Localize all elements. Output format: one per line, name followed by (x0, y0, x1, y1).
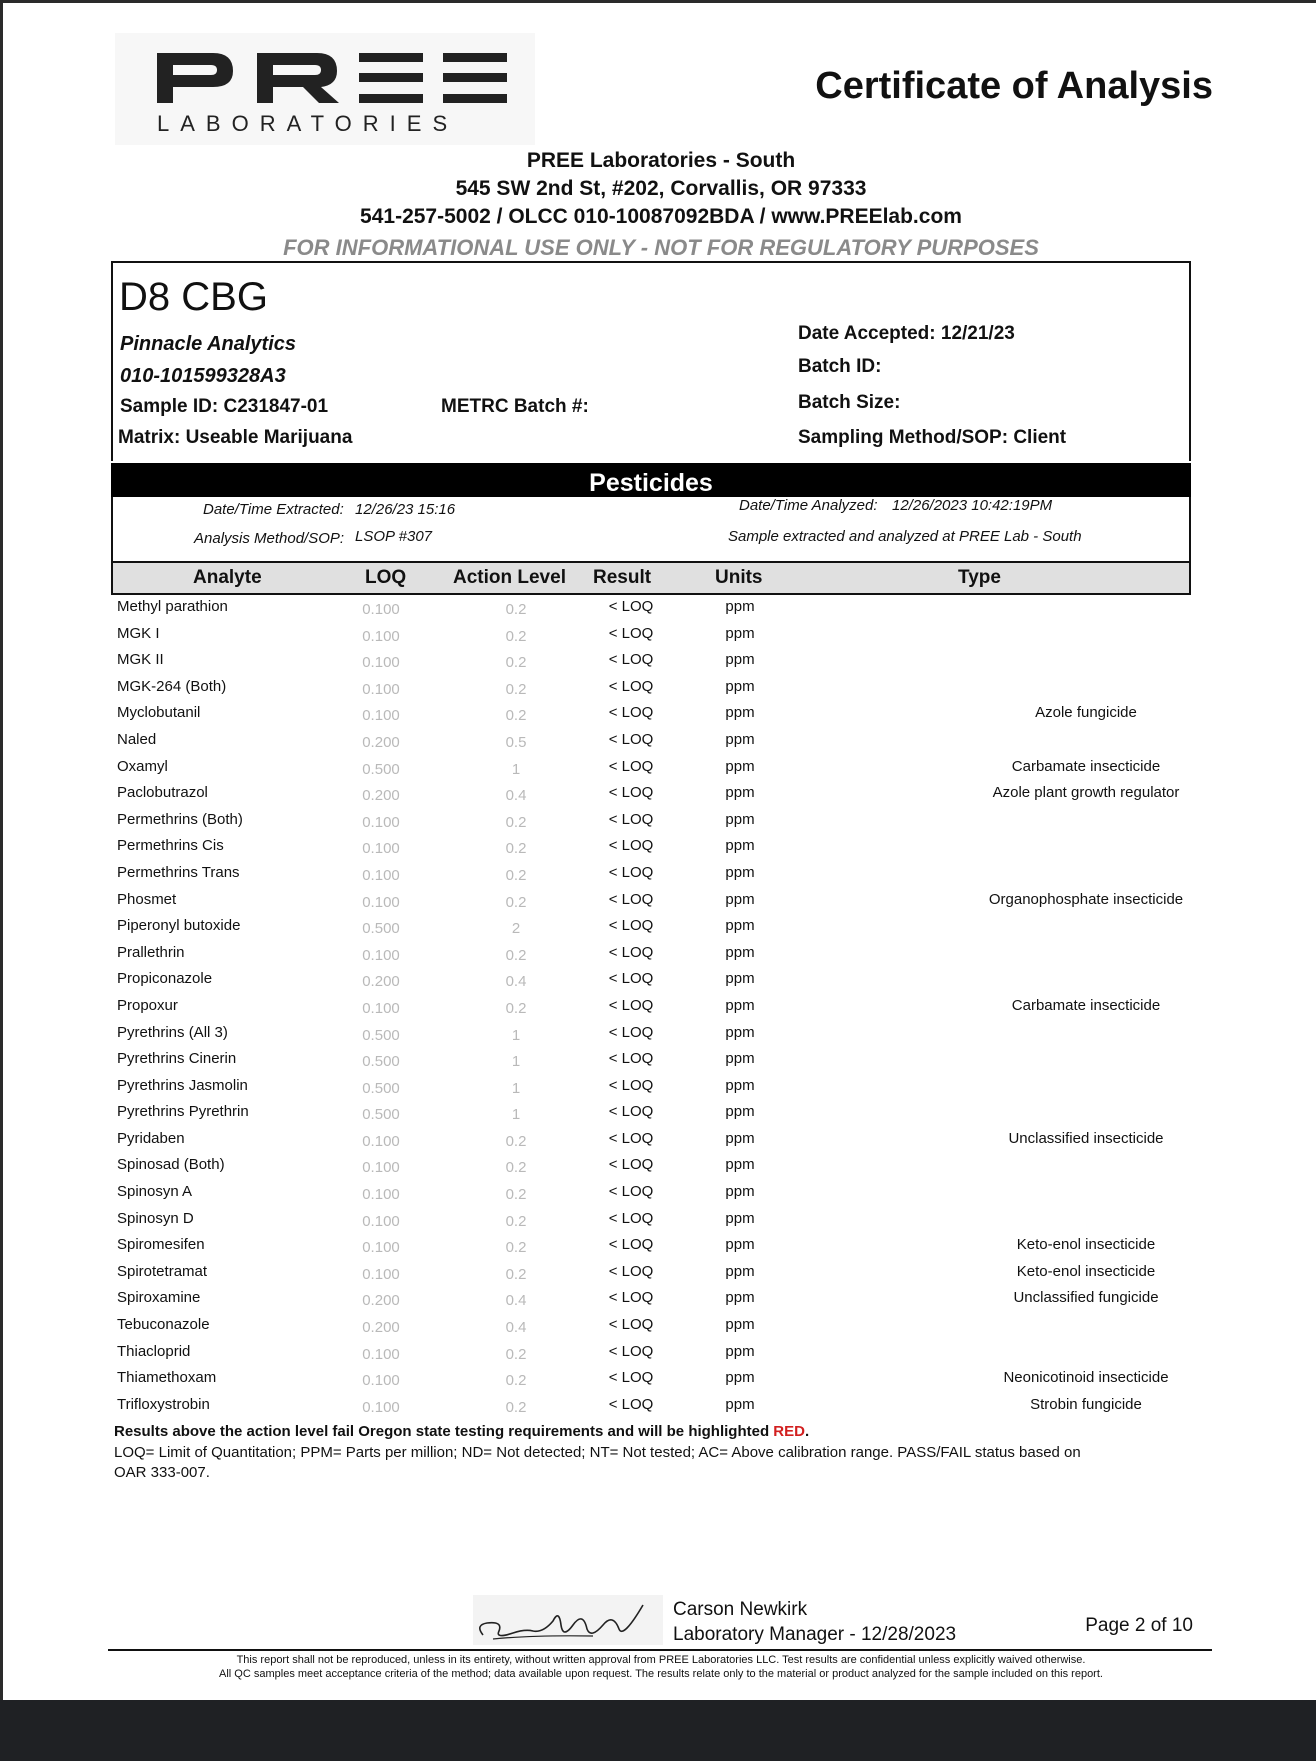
action-level-cell: 1 (511, 1079, 521, 1097)
table-row (111, 808, 1191, 835)
units-cell: ppm (725, 863, 755, 881)
analyte-cell: Piperonyl butoxide (117, 917, 241, 935)
action-level-cell: 0.4 (505, 1319, 527, 1337)
loq-cell: 0.100 (362, 1398, 400, 1416)
action-level-cell: 0.2 (505, 1345, 527, 1363)
result-cell: < LOQ (608, 1342, 654, 1360)
table-row (111, 888, 1191, 915)
action-level-cell: 2 (511, 920, 521, 938)
logo-subtitle: LABORATORIES (157, 111, 459, 136)
col-loq: LOQ (365, 567, 407, 588)
signature-icon (473, 1595, 663, 1645)
result-cell: < LOQ (608, 890, 654, 908)
table-row (111, 701, 1191, 728)
metrc-batch: METRC Batch #: (441, 396, 589, 417)
table-row (111, 622, 1191, 649)
loq-cell: 0.100 (362, 1372, 400, 1390)
col-units: Units (715, 567, 763, 588)
units-cell: ppm (725, 1236, 755, 1254)
analyzed-label: Date/Time Analyzed: (739, 497, 878, 514)
method-label: Analysis Method/SOP: (194, 530, 345, 547)
disclaimer-2: All QC samples meet acceptance criteria of the method; data available upon request. The results relate only to the material or product analyzed for the sample included on this report. (219, 1668, 1103, 1680)
units-cell: ppm (725, 1050, 755, 1068)
result-cell: < LOQ (608, 837, 654, 855)
analyte-cell: Naled (117, 730, 157, 748)
result-cell: < LOQ (608, 1103, 654, 1121)
action-level-cell: 0.2 (505, 1398, 527, 1416)
analyte-cell: MGK I (117, 624, 160, 642)
units-cell: ppm (725, 624, 755, 642)
analyte-cell: Permethrins Cis (117, 837, 224, 855)
units-cell: ppm (725, 1289, 755, 1307)
loq-cell: 0.100 (362, 999, 400, 1017)
result-cell: < LOQ (608, 1183, 654, 1201)
result-cell: < LOQ (608, 651, 654, 669)
table-row (111, 755, 1191, 782)
loq-cell: 0.100 (362, 601, 400, 618)
analyte-cell: Propoxur (117, 996, 178, 1014)
analyte-cell: Pyrethrins (All 3) (117, 1023, 228, 1041)
units-cell: ppm (725, 1395, 755, 1413)
action-level-cell: 0.2 (505, 1239, 527, 1257)
result-cell: < LOQ (608, 1209, 654, 1227)
action-level-cell: 0.2 (505, 707, 527, 725)
analyte-cell: Propiconazole (117, 970, 213, 988)
analyte-cell: Permethrins (Both) (117, 810, 243, 828)
units-cell: ppm (725, 1129, 755, 1147)
result-cell: < LOQ (608, 970, 654, 988)
analyte-cell: Spinosad (Both) (117, 1156, 225, 1174)
analyte-cell: Oxamyl (117, 757, 168, 775)
loq-cell: 0.500 (362, 920, 400, 938)
result-cell: < LOQ (608, 810, 654, 828)
fail-note-text: Results above the action level fail Oregon state testing requirements and will be highlighted (114, 1423, 774, 1440)
units-cell: ppm (725, 1342, 755, 1360)
action-level-cell: 0.2 (505, 1159, 527, 1177)
col-type: Type (958, 567, 1001, 588)
action-level-cell: 0.2 (505, 893, 527, 911)
result-cell: < LOQ (608, 863, 654, 881)
table-row (111, 1207, 1191, 1234)
action-level-cell: 0.2 (505, 999, 527, 1017)
units-cell: ppm (725, 730, 755, 748)
units-cell: ppm (725, 784, 755, 802)
units-cell: ppm (725, 1076, 755, 1094)
lab-name: PREE Laboratories - South (526, 149, 796, 172)
table-row (111, 781, 1191, 808)
units-cell: ppm (725, 1156, 755, 1174)
loq-cell: 0.100 (362, 1239, 400, 1257)
table-row (111, 1100, 1191, 1127)
action-level-cell: 1 (511, 1053, 521, 1071)
fail-note (114, 1423, 809, 1440)
loq-cell: 0.100 (362, 946, 400, 964)
type-cell: Unclassified insecticide (1008, 1129, 1164, 1147)
units-cell: ppm (725, 1209, 755, 1227)
method-value: LSOP #307 (355, 528, 432, 545)
action-level-cell: 0.5 (505, 733, 527, 751)
units-cell: ppm (725, 943, 755, 961)
analyte-cell: Trifloxystrobin (117, 1395, 210, 1413)
action-level-cell: 0.2 (505, 1212, 527, 1230)
units-cell: ppm (725, 917, 755, 935)
result-cell: < LOQ (608, 1316, 654, 1334)
usage-notice: FOR INFORMATIONAL USE ONLY - NOT FOR REGULATORY PURPOSES (283, 235, 1039, 260)
action-level-cell: 0.2 (505, 680, 527, 698)
analyte-cell: Spiromesifen (117, 1236, 205, 1254)
loq-cell: 0.500 (362, 1106, 400, 1124)
table-row (111, 1047, 1191, 1074)
result-cell: < LOQ (608, 1289, 654, 1307)
analysis-location: Sample extracted and analyzed at PREE Lab - South (728, 528, 1082, 545)
loq-cell: 0.100 (362, 866, 400, 884)
analyte-cell: Methyl parathion (117, 598, 228, 615)
units-cell: ppm (725, 1369, 755, 1387)
loq-cell: 0.100 (362, 1132, 400, 1150)
disclaimer-1: This report shall not be reproduced, unless in its entirety, without written approval from PREE Laboratories LLC. Test results are confidential unless explicitly waived otherwise. (236, 1654, 1086, 1666)
table-row (111, 967, 1191, 994)
client-license: 010-101599328A3 (120, 365, 286, 387)
loq-cell: 0.100 (362, 680, 400, 698)
analyte-cell: Permethrins Trans (117, 863, 240, 881)
document-title: Certificate of Analysis (815, 65, 1213, 107)
table-row (111, 1366, 1191, 1393)
loq-cell: 0.100 (362, 1159, 400, 1177)
loq-cell: 0.500 (362, 1053, 400, 1071)
type-cell: Keto-enol insecticide (1016, 1262, 1156, 1280)
section-title: Pesticides (111, 463, 1191, 497)
action-level-cell: 1 (511, 1106, 521, 1124)
analyte-cell: Thiacloprid (117, 1342, 191, 1360)
result-cell: < LOQ (608, 1129, 654, 1147)
loq-cell: 0.100 (362, 893, 400, 911)
units-cell: ppm (725, 810, 755, 828)
units-cell: ppm (725, 970, 755, 988)
analyte-cell: Spiroxamine (117, 1289, 201, 1307)
analyte-cell: Phosmet (117, 890, 177, 908)
footer-divider (108, 1649, 1212, 1651)
analyte-cell: Pyridaben (117, 1129, 185, 1147)
analyte-cell: Spirotetramat (117, 1262, 208, 1280)
action-level-cell: 0.4 (505, 973, 527, 991)
loq-cell: 0.100 (362, 1345, 400, 1363)
analyte-cell: Thiamethoxam (117, 1369, 217, 1387)
result-cell: < LOQ (608, 1262, 654, 1280)
action-level-cell: 0.2 (505, 1186, 527, 1204)
action-level-cell: 0.2 (505, 946, 527, 964)
loq-cell: 0.100 (362, 840, 400, 858)
result-cell: < LOQ (608, 757, 654, 775)
action-level-cell: 0.2 (505, 654, 527, 672)
col-result: Result (593, 567, 652, 588)
loq-cell: 0.100 (362, 813, 400, 831)
action-level-cell: 0.2 (505, 1265, 527, 1283)
result-cell: < LOQ (608, 1395, 654, 1413)
date-accepted: Date Accepted: 12/21/23 (798, 323, 1015, 344)
units-cell: ppm (725, 1103, 755, 1121)
units-cell: ppm (725, 837, 755, 855)
legend-note: LOQ= Limit of Quantitation; PPM= Parts per million; ND= Not detected; NT= Not tested; AC= Above calibration range. PASS/FAIL status based on OAR 333-007. (114, 1444, 1081, 1481)
units-cell: ppm (725, 1316, 755, 1334)
table-row (111, 675, 1191, 702)
table-row (111, 1021, 1191, 1048)
analyte-cell: Tebuconazole (117, 1316, 210, 1334)
result-cell: < LOQ (608, 917, 654, 935)
type-cell: Neonicotinoid insecticide (1003, 1369, 1169, 1387)
action-level-cell: 0.2 (505, 866, 527, 884)
type-cell: Carbamate insecticide (1011, 757, 1161, 775)
table-row (111, 834, 1191, 861)
action-level-cell: 1 (511, 1026, 521, 1044)
table-header (111, 561, 1191, 595)
units-cell: ppm (725, 996, 755, 1014)
table-row (111, 1260, 1191, 1287)
units-cell: ppm (725, 890, 755, 908)
viewer-bottom-bar (0, 1700, 1316, 1761)
analyte-cell: MGK-264 (Both) (117, 677, 227, 695)
analyte-cell: Pyrethrins Cinerin (117, 1050, 237, 1068)
type-cell: Strobin fungicide (1030, 1395, 1142, 1413)
client-name: Pinnacle Analytics (120, 333, 296, 355)
units-cell: ppm (725, 598, 755, 615)
action-level-cell: 1 (511, 760, 521, 778)
table-row (111, 648, 1191, 675)
units-cell: ppm (725, 757, 755, 775)
extracted-value: 12/26/23 15:16 (355, 501, 456, 518)
table-row (111, 1286, 1191, 1313)
type-cell: Azole plant growth regulator (992, 784, 1180, 802)
table-row (111, 914, 1191, 941)
pree-logo-icon (153, 47, 523, 107)
lab-contact: 541-257-5002 / OLCC 010-10087092BDA / www.PREElab.com (360, 205, 962, 228)
units-cell: ppm (725, 704, 755, 722)
analyte-cell: Spinosyn A (117, 1183, 193, 1201)
result-cell: < LOQ (608, 704, 654, 722)
signer-block (673, 1597, 956, 1647)
red-word: RED (773, 1423, 805, 1440)
analyte-cell: Pyrethrins Pyrethrin (117, 1103, 249, 1121)
analyte-cell: Prallethrin (117, 943, 185, 961)
table-row (111, 1233, 1191, 1260)
units-cell: ppm (725, 1183, 755, 1201)
type-cell: Azole fungicide (1035, 704, 1137, 722)
units-cell: ppm (725, 1023, 755, 1041)
analyte-cell: Pyrethrins Jasmolin (117, 1076, 248, 1094)
result-cell: < LOQ (608, 730, 654, 748)
fail-note-end: . (804, 1423, 810, 1440)
table-row (111, 1153, 1191, 1180)
signer-name: Carson Newkirk (673, 1599, 808, 1620)
table-row (111, 1340, 1191, 1367)
table-row (111, 994, 1191, 1021)
matrix: Matrix: Useable Marijuana (118, 427, 353, 448)
units-cell: ppm (725, 1262, 755, 1280)
loq-cell: 0.100 (362, 627, 400, 645)
action-level-cell: 0.2 (505, 1372, 527, 1390)
analyte-cell: Paclobutrazol (117, 784, 208, 802)
signer-title: Laboratory Manager - 12/28/2023 (673, 1624, 957, 1645)
result-cell: < LOQ (608, 784, 654, 802)
loq-cell: 0.100 (362, 654, 400, 672)
loq-cell: 0.200 (362, 1319, 400, 1337)
table-row (111, 1313, 1191, 1340)
analyte-cell: Spinosyn D (117, 1209, 194, 1227)
action-level-cell: 0.2 (505, 601, 527, 618)
analyte-cell: Myclobutanil (117, 704, 201, 722)
loq-cell: 0.500 (362, 1079, 400, 1097)
table-row (111, 861, 1191, 888)
result-cell: < LOQ (608, 624, 654, 642)
units-cell: ppm (725, 677, 755, 695)
extracted-label: Date/Time Extracted: (203, 501, 344, 518)
product-name: D8 CBG (119, 275, 268, 319)
sample-id: Sample ID: C231847-01 (120, 396, 329, 417)
loq-cell: 0.200 (362, 733, 400, 751)
analyzed-value: 12/26/2023 10:42:19PM (892, 497, 1053, 514)
result-cell: < LOQ (608, 1023, 654, 1041)
table-row (111, 1074, 1191, 1101)
action-level-cell: 0.2 (505, 1132, 527, 1150)
table-row (111, 595, 1191, 622)
batch-id: Batch ID: (798, 356, 882, 377)
loq-cell: 0.100 (362, 1265, 400, 1283)
loq-cell: 0.500 (362, 1026, 400, 1044)
action-level-cell: 0.2 (505, 813, 527, 831)
page-number: Page 2 of 10 (1085, 1615, 1193, 1636)
col-analyte: Analyte (193, 567, 262, 588)
result-cell: < LOQ (608, 943, 654, 961)
type-cell: Organophosphate insecticide (988, 890, 1184, 908)
loq-cell: 0.500 (362, 760, 400, 778)
loq-cell: 0.200 (362, 787, 400, 805)
loq-cell: 0.100 (362, 707, 400, 725)
action-level-cell: 0.4 (505, 1292, 527, 1310)
signature-image (473, 1595, 663, 1645)
result-cell: < LOQ (608, 598, 654, 615)
type-cell: Unclassified fungicide (1013, 1289, 1159, 1307)
result-cell: < LOQ (608, 996, 654, 1014)
table-row (111, 1127, 1191, 1154)
table-row (111, 1393, 1191, 1420)
action-level-cell: 0.4 (505, 787, 527, 805)
table-row (111, 1180, 1191, 1207)
loq-cell: 0.100 (362, 1186, 400, 1204)
table-row (111, 728, 1191, 755)
loq-cell: 0.200 (362, 1292, 400, 1310)
units-cell: ppm (725, 651, 755, 669)
results-table-body (111, 595, 1191, 1419)
type-cell: Carbamate insecticide (1011, 996, 1161, 1014)
result-cell: < LOQ (608, 1050, 654, 1068)
action-level-cell: 0.2 (505, 840, 527, 858)
result-cell: < LOQ (608, 677, 654, 695)
loq-cell: 0.100 (362, 1212, 400, 1230)
result-cell: < LOQ (608, 1076, 654, 1094)
action-level-cell: 0.2 (505, 627, 527, 645)
result-cell: < LOQ (608, 1236, 654, 1254)
col-action-level: Action Level (453, 567, 566, 588)
type-cell: Keto-enol insecticide (1016, 1236, 1156, 1254)
table-row (111, 941, 1191, 968)
batch-size: Batch Size: (798, 392, 901, 413)
lab-address: 545 SW 2nd St, #202, Corvallis, OR 97333 (455, 177, 867, 200)
result-cell: < LOQ (608, 1369, 654, 1387)
result-cell: < LOQ (608, 1156, 654, 1174)
loq-cell: 0.200 (362, 973, 400, 991)
sampling-method: Sampling Method/SOP: Client (798, 427, 1067, 448)
analyte-cell: MGK II (117, 651, 164, 669)
